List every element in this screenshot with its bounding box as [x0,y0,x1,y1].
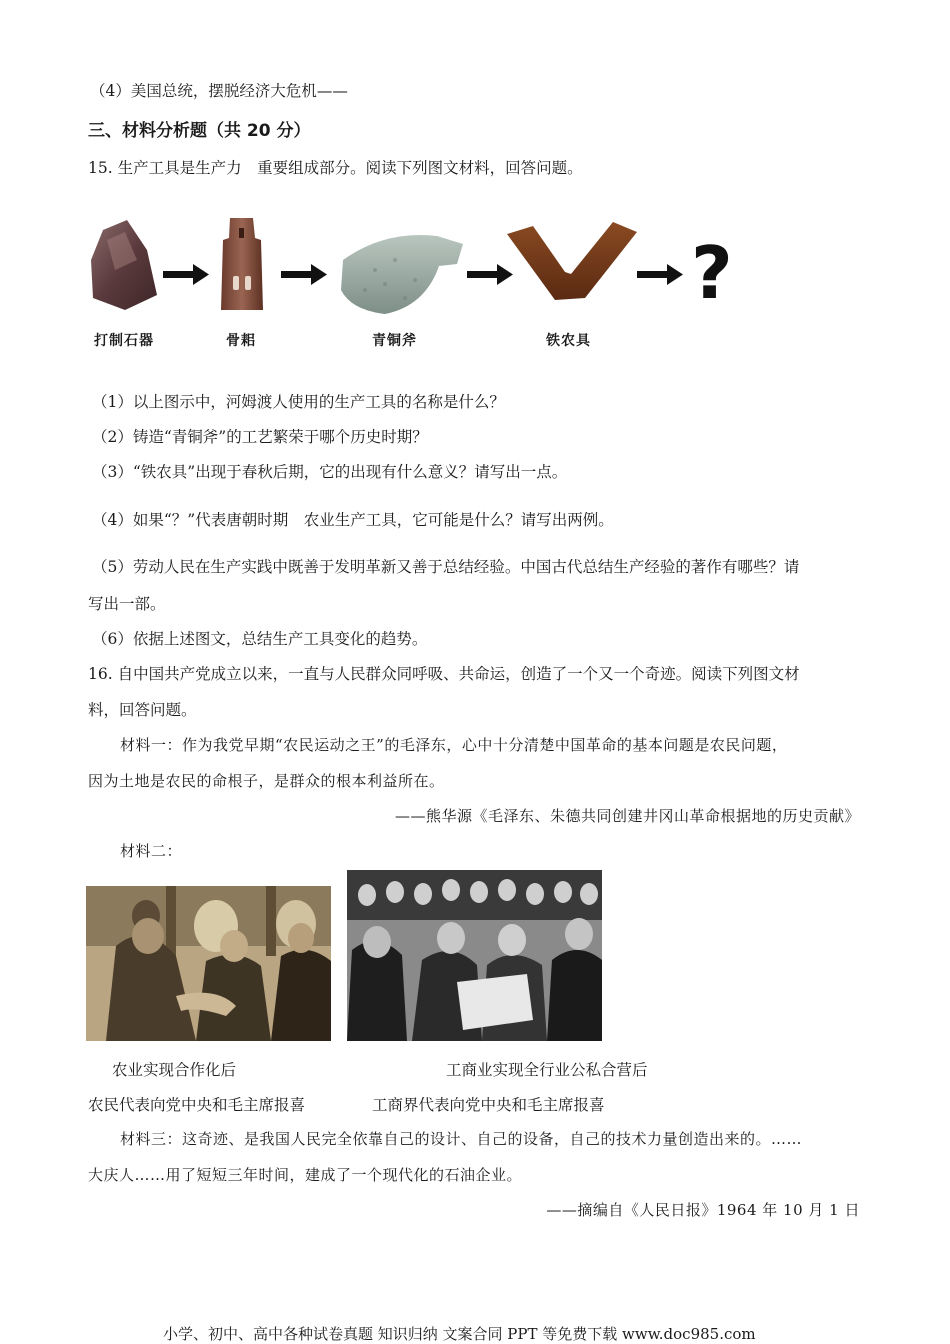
tool-label-bronze: 青铜斧 [372,333,417,349]
stone-tool-image [91,220,157,310]
q15-sub5-cont: 写出一部。 [88,595,166,613]
tool-label-iron: 铁农具 [546,333,591,349]
q16-intro-1: 16. 自中国共产党成立以来，一直与人民群众同呼吸、共命运，创造了一个又一个奇迹。阅读下列图文材 [88,665,800,683]
q16-intro-2: 料，回答问题。 [88,701,197,719]
material1-line2: 因为土地是农民的命根子，是群众的根本利益所在。 [88,772,445,790]
material1-source: ——熊华源《毛泽东、朱德共同创建井冈山革命根据地的历史贡献》 [394,807,860,825]
material3-source: ——摘编自《人民日报》1964 年 10 月 1 日 [546,1201,860,1219]
q15-intro: 15. 生产工具是生产力 重要组成部分。阅读下列图文材料，回答问题。 [88,159,583,177]
page-footer: 小学、初中、高中各种试卷真题 知识归纳 文案合同 PPT 等免费下载 www.doc985.com [163,1325,756,1343]
q15-sub4: （4）如果“？”代表唐朝时期 农业生产工具，它可能是什么？请写出两例。 [92,511,614,529]
arrow-right-icon [637,264,683,285]
photo2-caption-line2: 工商界代表向党中央和毛主席报喜 [372,1096,605,1114]
material3-line1: 材料三：这奇迹、是我国人民完全依靠自己的设计、自己的设备，自己的技术力量创造出来的。…… [120,1130,803,1148]
question-mark-icon: ? [691,231,733,315]
tool-label-bone: 骨耜 [226,333,256,349]
bronze-axe-image [341,235,463,314]
tool-label-stone: 打制石器 [94,333,154,349]
arrow-right-icon [467,264,513,285]
arrow-right-icon [281,264,327,285]
q15-sub3: （3）“铁农具”出现于春秋后期，它的出现有什么意义？请写出一点。 [92,463,568,481]
material3-line2: 大庆人……用了短短三年时间，建成了一个现代化的石油企业。 [88,1166,523,1184]
q15-sub1: （1）以上图示中，河姆渡人使用的生产工具的名称是什么？ [92,393,505,411]
bone-spade-image [221,218,263,310]
iron-tool-image [507,222,637,300]
q15-sub5: （5）劳动人民在生产实践中既善于发明革新又善于总结经验。中国古代总结生产经验的著作有哪些？请 [92,558,800,576]
arrow-right-icon [163,264,209,285]
material1-line1: 材料一：作为我党早期“农民运动之王”的毛泽东，心中十分清楚中国革命的基本问题是农民问题， [120,736,788,754]
q15-sub6: （6）依据上述图文，总结生产工具变化的趋势。 [92,630,428,648]
farmers-report-photo [86,886,331,1041]
photo2-caption-line1: 工商业实现全行业公私合营后 [446,1061,648,1079]
section-title: 三、材料分析题（共 20 分） [88,121,311,141]
material2-label: 材料二： [120,842,183,860]
q15-sub2: （2）铸造“青铜斧”的工艺繁荣于哪个历史时期？ [92,428,428,446]
photo1-caption-line1: 农业实现合作化后 [112,1061,237,1079]
tools-figure [85,210,745,320]
prev-question-line: （4）美国总统，摆脱经济大危机—— [90,82,348,100]
business-report-photo [347,870,602,1041]
photo1-caption-line2: 农民代表向党中央和毛主席报喜 [88,1096,306,1114]
